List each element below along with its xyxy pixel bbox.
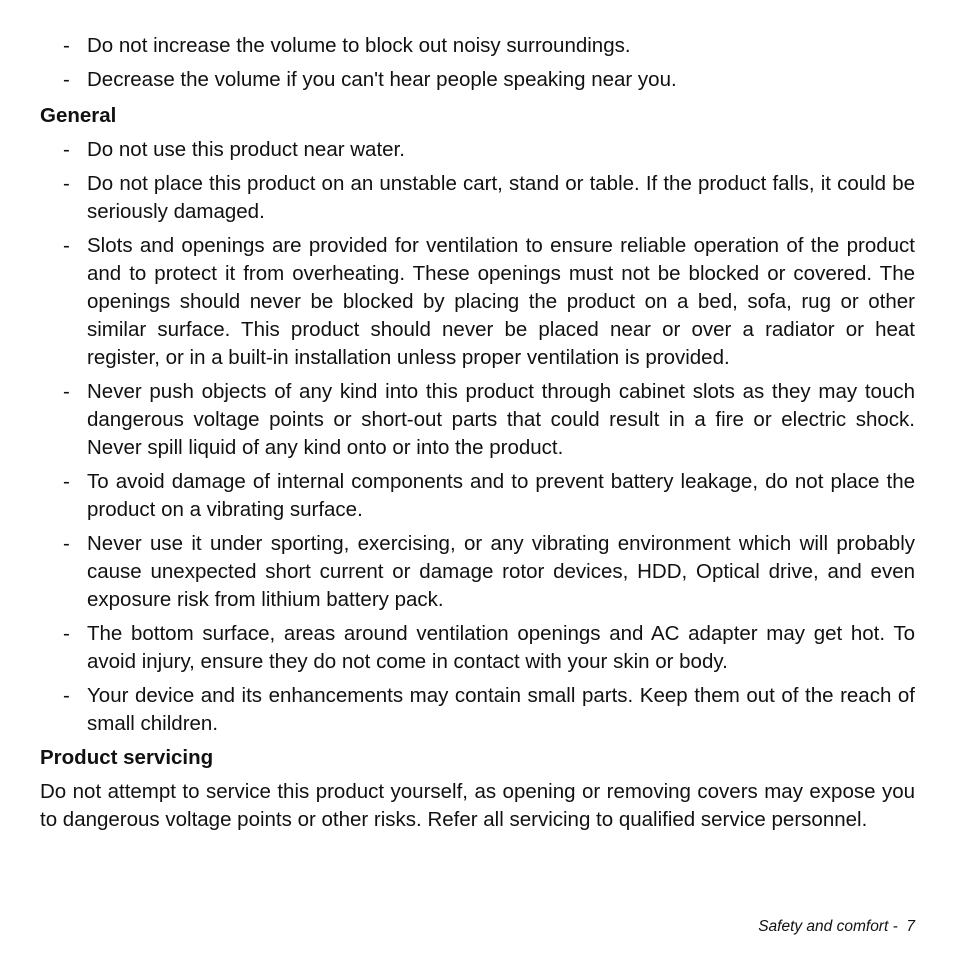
- list-item-text: Decrease the volume if you can't hear people speaking near you.: [87, 68, 677, 91]
- list-item-text: Do not use this product near water.: [87, 138, 405, 161]
- list-item-text: The bottom surface, areas around ventilation openings and AC adapter may get hot. To avoid injury, ensure they do not come in contact with your skin or body.: [87, 622, 915, 673]
- list-item-text: Slots and openings are provided for ventilation to ensure reliable operation of the product and to protect it from overheating. These openings must not be blocked or covered. The openings should never be blocked by placing the product on a bed, sofa, rug or other similar surface. This product should never be placed near or over a radiator or heat register, or in a built-in installation unless proper ventilation is provided.: [87, 234, 915, 369]
- list-item: [40, 66, 915, 94]
- bullet-dash: -: [63, 532, 70, 555]
- list-item-text: Do not increase the volume to block out noisy surroundings.: [87, 34, 631, 57]
- list-item: [40, 232, 915, 372]
- list-item: [40, 136, 915, 164]
- list-item: [40, 468, 915, 524]
- servicing-paragraph: Do not attempt to service this product yourself, as opening or removing covers may expose you to dangerous voltage points or other risks. Refer all servicing to qualified service personnel.: [40, 780, 915, 831]
- bullet-dash: -: [63, 622, 70, 645]
- list-item: [40, 682, 915, 738]
- list-item: [40, 530, 915, 614]
- list-item-text: Never use it under sporting, exercising, or any vibrating environment which will probably cause unexpected short current or damage rotor devices, HDD, Optical drive, and even exposure risk from lithium battery pack.: [87, 532, 915, 611]
- list-item-text: Your device and its enhancements may contain small parts. Keep them out of the reach of small children.: [87, 684, 915, 735]
- footer-section: Safety and comfort -: [758, 918, 898, 935]
- list-item-text: Never push objects of any kind into this product through cabinet slots as they may touch dangerous voltage points or short-out parts that could result in a fire or electric shock. Never spill liquid of any kind onto or into the product.: [87, 380, 915, 459]
- list-item: [40, 170, 915, 226]
- page-footer: [758, 916, 915, 938]
- bullet-dash: -: [63, 684, 70, 707]
- bullet-dash: -: [63, 68, 70, 91]
- bullet-dash: -: [63, 34, 70, 57]
- list-item: [40, 620, 915, 676]
- bullet-dash: -: [63, 380, 70, 403]
- bullet-dash: -: [63, 234, 70, 257]
- list-item-text: To avoid damage of internal components and to prevent battery leakage, do not place the product on a vibrating surface.: [87, 470, 915, 521]
- product-servicing-heading: Product servicing: [40, 746, 214, 769]
- bullet-dash: -: [63, 138, 70, 161]
- list-item: [40, 32, 915, 60]
- bullet-dash: -: [63, 172, 70, 195]
- list-item-text: Do not place this product on an unstable cart, stand or table. If the product falls, it could be seriously damaged.: [87, 172, 915, 223]
- general-list: [40, 136, 915, 744]
- list-item: [40, 378, 915, 462]
- bullet-dash: -: [63, 470, 70, 493]
- general-heading: General: [40, 104, 117, 127]
- page-number: 7: [906, 918, 915, 935]
- intro-list: [40, 32, 915, 100]
